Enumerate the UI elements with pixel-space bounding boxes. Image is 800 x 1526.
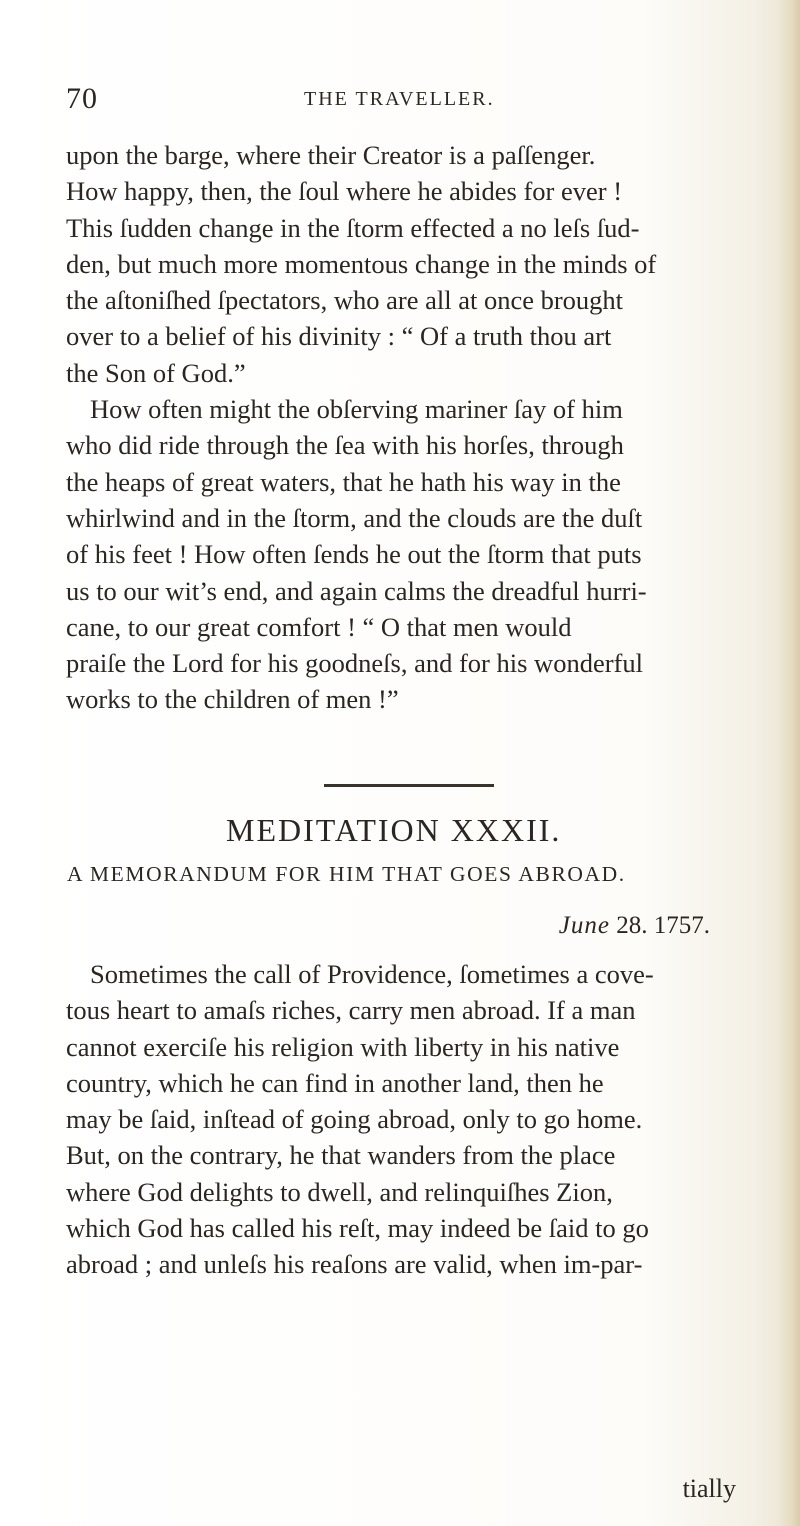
text-line: over to a belief of his divinity : “ Of a truth thou art — [66, 321, 612, 352]
page-header — [66, 82, 726, 122]
text-line: where God delights to dwell, and relinquiſhes Zion, — [66, 1176, 613, 1207]
text-line: This ſudden change in the ſtorm effected a no leſs ſud- — [66, 212, 640, 243]
page-edge-shadow — [778, 0, 800, 1526]
text-line: whirlwind and in the ſtorm, and the clouds are the duſt — [66, 502, 643, 533]
text-line: tous heart to amaſs riches, carry men abroad. If a man — [66, 995, 636, 1026]
text-line: the aſtoniſhed ſpectators, who are all at once brought — [66, 285, 624, 316]
text-line: cane, to our great comfort ! “ O that men would — [66, 611, 572, 642]
body-text-top — [66, 137, 736, 718]
text-line: den, but much more momentous change in the minds of — [66, 248, 657, 279]
text-line: How often might the obſerving mariner ſay of him — [90, 394, 623, 425]
running-head: THE TRAVELLER. — [304, 88, 495, 110]
text-line: works to the children of men !” — [66, 684, 399, 715]
date-month: June — [558, 912, 610, 939]
section-subtitle: A MEMORANDUM FOR HIM THAT GOES ABROAD. — [67, 862, 626, 886]
date-day-year: 28. 1757. — [616, 912, 710, 939]
text-line: who did ride through the ſea with his horſes, through — [66, 430, 624, 461]
text-line: the heaps of great waters, that he hath his way in the — [66, 466, 621, 497]
text-line: us to our wit’s end, and again calms the dreadful hurri- — [66, 575, 647, 606]
text-line: Sometimes the call of Providence, ſometimes a cove- — [90, 959, 654, 989]
text-line: But, on the contrary, he that wanders from the place — [66, 1140, 616, 1171]
text-line: of his feet ! How often ſends he out the ſtorm that puts — [66, 539, 642, 570]
text-line: may be ſaid, inſtead of going abroad, only to go home. — [66, 1104, 643, 1135]
text-line: praiſe the Lord for his goodneſs, and for his wonderful — [66, 648, 643, 679]
section-title: MEDITATION XXXII. — [226, 812, 562, 848]
section-divider-rule — [324, 784, 494, 787]
text-line: upon the barge, where their Creator is a paſſenger. — [66, 140, 596, 170]
text-line: abroad ; and unleſs his reaſons are valid, when im-par- — [66, 1249, 643, 1280]
text-line: country, which he can find in another land, then he — [66, 1067, 604, 1098]
catchword: tially — [682, 1474, 736, 1503]
text-line: How happy, then, the ſoul where he abides for ever ! — [66, 176, 623, 207]
text-line: cannot exerciſe his religion with liberty in his native — [66, 1031, 620, 1062]
dateline — [559, 912, 710, 940]
page-number: 70 — [66, 82, 98, 115]
text-line: which God has called his reſt, may indeed be ſaid to go — [66, 1213, 649, 1244]
body-text-bottom — [66, 956, 736, 1283]
text-line: the Son of God.” — [66, 357, 246, 388]
